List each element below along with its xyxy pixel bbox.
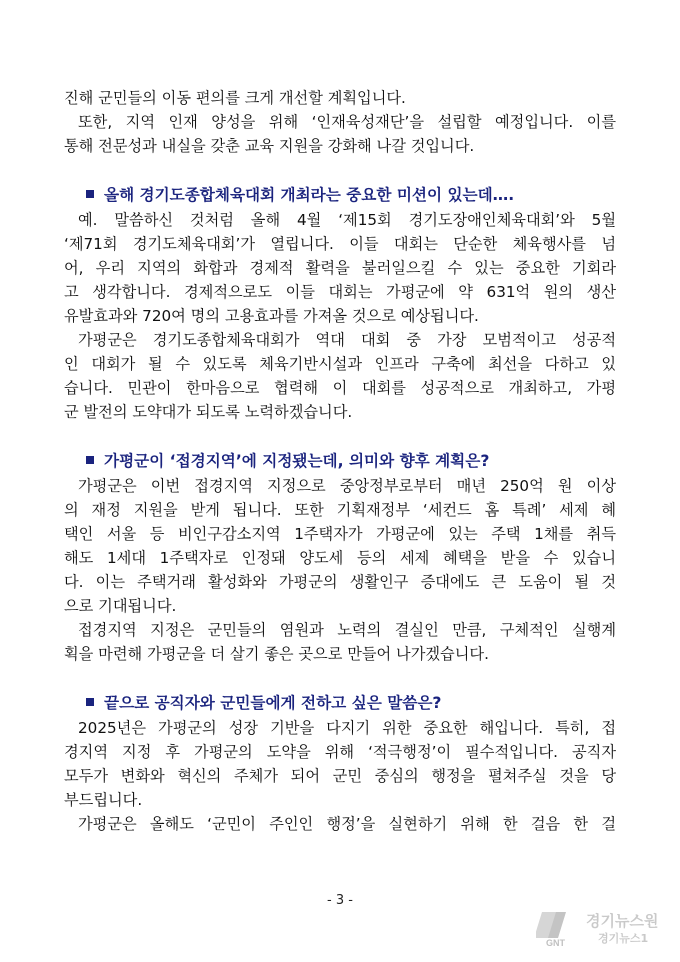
text-line: 의 재정 지원을 받게 됩니다. 또한 기획재정부 ‘세컨드 홈 특례’ 세제 혜 bbox=[64, 501, 616, 519]
text-line: ‘제71회 경기도체육대회’가 열립니다. 이들 대회는 단순한 체육행사를 넘 bbox=[64, 235, 616, 253]
text-line: 고 생각합니다. 경제적으로도 이들 대회는 가평군에 약 631억 원의 생산 bbox=[64, 283, 616, 301]
watermark-title: 경기뉴스원 bbox=[586, 912, 659, 930]
text-line: 경지역 지정 후 가평군의 도약을 위해 ‘적극행정’이 필수적입니다. 공직자 bbox=[64, 743, 616, 761]
text-line: 유발효과와 720여 명의 고용효과를 가져올 것으로 예상됩니다. bbox=[64, 307, 479, 325]
section-heading-text: 올해 경기도종합체육대회 개최라는 중요한 미션이 있는데…. bbox=[104, 186, 515, 204]
text-line: 어, 우리 지역의 화합과 경제적 활력을 불러일으킬 수 있는 중요한 기회라 bbox=[64, 259, 616, 277]
text-line: 가평군은 올해도 ‘군민이 주인인 행정’을 실현하기 위해 한 걸음 한 걸 bbox=[78, 815, 616, 833]
square-bullet-icon bbox=[86, 698, 94, 706]
watermark bbox=[536, 904, 674, 952]
text-line: 또한, 지역 인재 양성을 위해 ‘인재육성재단’을 설립할 예정입니다. 이를 bbox=[78, 113, 616, 131]
text-line: 택인 서울 등 비인구감소지역 1주택자가 가평군에 있는 주택 1채를 취득 bbox=[64, 525, 616, 543]
text-line: 부드립니다. bbox=[64, 791, 143, 809]
section-heading-text: 끝으로 공직자와 군민들에게 전하고 싶은 말씀은? bbox=[104, 694, 442, 712]
watermark-subtitle: 경기뉴스1 bbox=[598, 932, 649, 945]
square-bullet-icon bbox=[86, 190, 94, 198]
text-line: 가평군은 경기도종합체육대회가 역대 대회 중 가장 모범적이고 성공적 bbox=[78, 331, 616, 349]
section-heading bbox=[64, 690, 616, 716]
text-line: 예. 말씀하신 것처럼 올해 4월 ‘제15회 경기도장애인체육대회’와 5월 bbox=[78, 211, 616, 229]
text-line: 통해 전문성과 내실을 갖춘 교육 지원을 강화해 나갈 것입니다. bbox=[64, 137, 475, 155]
text-line: 진해 군민들의 이동 편의를 크게 개선할 계획입니다. bbox=[64, 89, 406, 107]
section-heading bbox=[64, 182, 616, 208]
text-line: 습니다. 민관이 한마음으로 협력해 이 대회를 성공적으로 개최하고, 가평 bbox=[64, 379, 616, 397]
news-logo-icon bbox=[536, 908, 582, 948]
page-number: - 3 - bbox=[327, 893, 353, 908]
text-line: 모두가 변화와 혁신의 주체가 되어 군민 중심의 행정을 펼쳐주실 것을 당 bbox=[64, 767, 616, 785]
document-body bbox=[64, 86, 616, 836]
text-line: 으로 기대됩니다. bbox=[64, 597, 177, 615]
text-line: 해도 1세대 1주택자로 인정돼 양도세 등의 세제 혜택을 받을 수 있습니 bbox=[64, 549, 616, 567]
square-bullet-icon bbox=[86, 456, 94, 464]
text-line: 군 발전의 도약대가 되도록 노력하겠습니다. bbox=[64, 403, 353, 421]
logo-text: GNT bbox=[546, 938, 565, 948]
text-line: 획을 마련해 가평군을 더 살기 좋은 곳으로 만들어 나가겠습니다. bbox=[64, 645, 489, 663]
text-line: 다. 이는 주택거래 활성화와 가평군의 생활인구 증대에도 큰 도움이 될 것 bbox=[64, 573, 616, 591]
text-line: 가평군은 이번 접경지역 지정으로 중앙정부로부터 매년 250억 원 이상 bbox=[78, 477, 616, 495]
text-line: 2025년은 가평군의 성장 기반을 다지기 위한 중요한 해입니다. 특히, 접 bbox=[78, 719, 616, 737]
section-heading-text: 가평군이 ‘접경지역’에 지정됐는데, 의미와 향후 계획은? bbox=[104, 452, 490, 470]
text-line: 접경지역 지정은 군민들의 염원과 노력의 결실인 만큼, 구체적인 실행계 bbox=[78, 621, 616, 639]
section-heading bbox=[64, 448, 616, 474]
text-line: 인 대회가 될 수 있도록 체육기반시설과 인프라 구축에 최선을 다하고 있 bbox=[64, 355, 616, 373]
